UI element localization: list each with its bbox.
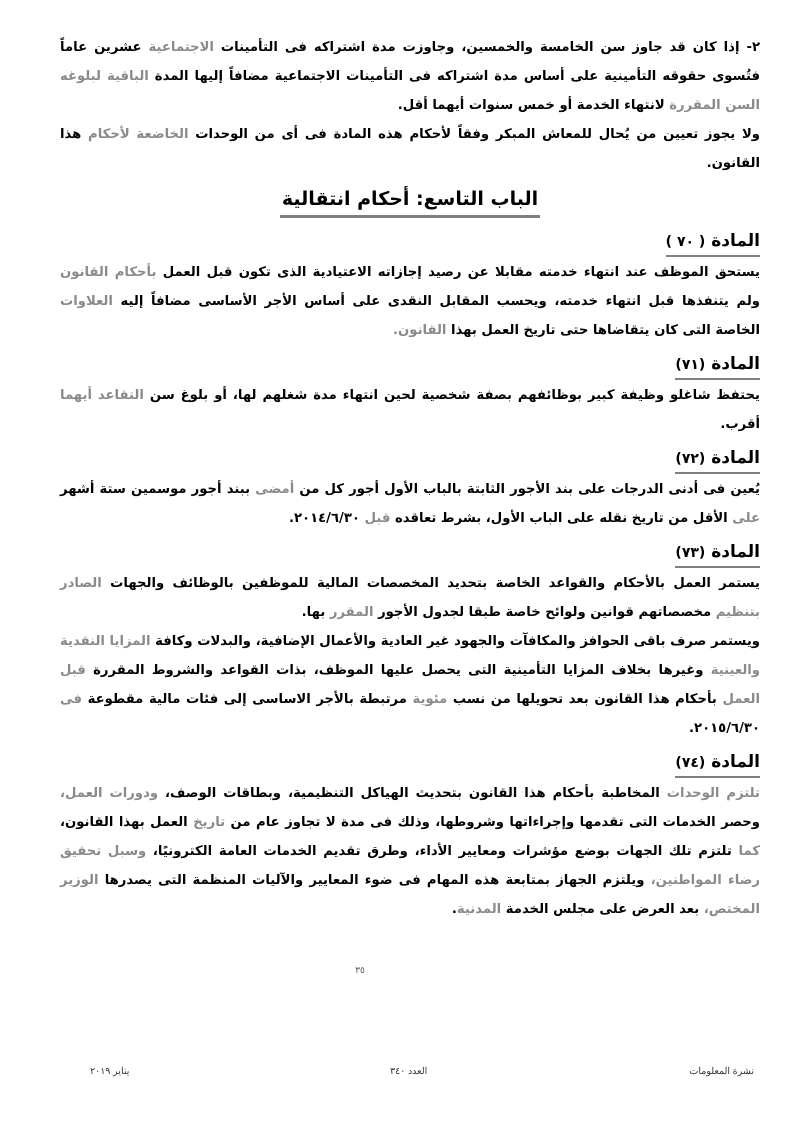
text-run: بعد العرض على مجلس الخدمة [501,902,704,917]
text-run: تلتزم الوحدات [666,786,760,801]
footer-date: يناير ٢٠١٩ [90,1066,130,1077]
text-run: الأقل من تاريخ نقله على الباب الأول، بشرط تعاقده [390,511,733,526]
text-run: ببند أجور موسمين ستة أشهر [60,482,256,497]
text-run: . [451,902,457,917]
text-run: بأحكام القانون [60,265,157,280]
article-label: المادة [711,542,760,562]
text-run: التقاعد أيهما [60,388,144,403]
footer-publication: نشرة المعلومات [689,1066,754,1077]
text-run: ويستمر صرف باقى الحوافز والمكافآت والجهود غير العادية والأعمال الإضافية، والبدلات وكافة [150,634,760,649]
article-paragraph [60,779,760,924]
article-heading [675,539,760,568]
text-run: يستمر العمل بالأحكام والقواعد الخاصة بتحديد المخصصات المالية للموظفين بالوظائف والجهات [101,576,760,591]
article-number: ( ٧٠ ) [665,234,706,250]
text-run: الصادر بتنظيم [60,576,760,620]
page-footer [90,1066,754,1082]
text-run: قبل العمل [60,663,760,707]
article-label: المادة [711,231,760,251]
text-run: مخصصاتهم قوانين ولوائح خاصة طبقا لجدول الأجور [373,605,716,620]
text-run: الاجتماعية [148,40,214,55]
article-71 [60,345,760,439]
text-run: الخاصة التى كان يتقاضاها حتى تاريخ العمل بهذا [446,323,760,338]
text-run: يستحق الموظف عند انتهاء خدمته مقابلا عن رصيد إجازاته الاعتيادية الذى تكون قبل العمل [156,265,760,280]
text-run: الباقية لبلوغه السن المقررة [60,69,760,113]
text-run: العلاوات [60,294,113,309]
article-73 [60,533,760,743]
text-run: ٢٠١٥/٦/٣٠. [689,721,760,736]
article-heading [675,351,760,380]
article-number: (٧٤) [675,755,706,771]
text-run: الخاضعة لأحكام [88,127,189,142]
text-run: المزايا النقدية والعينية [60,634,760,678]
article-paragraph [60,627,760,743]
text-run: ٢- إذا كان قد جاوز سن الخامسة والخمسين، وجاوزت مدة اشتراكه فى التأمينات [213,40,760,55]
text-run: العمل بهذا القانون، [60,815,194,830]
article-74 [60,743,760,924]
article-heading [675,445,760,474]
footer-issue: العدد ٣٤٠ [390,1066,428,1077]
article-72 [60,439,760,533]
document-page [60,0,760,1123]
chapter-title-wrap [60,184,760,218]
text-run: وحصر الخدمات التى تقدمها وإجراءاتها وشروطها، وذلك فى مدة لا تجاوز عام من [225,815,761,830]
text-run: ولم يتنفذها قبل انتهاء خدمته، ويحسب المقابل النقدى على أساس الأجر الأساسى مضافاً إليه [112,294,760,309]
text-run: يحتفظ شاغلو وظيفة كبير بوظائفهم بصفة شخصية لحين انتهاء مدة شغلهم لها، أو بلوغ سن [143,388,760,403]
article-paragraph [60,569,760,627]
text-run: على [732,511,760,526]
article-paragraph [60,475,760,533]
article-paragraph [60,258,760,345]
article-paragraph [60,381,760,439]
text-run: هذا القانون. [60,127,760,171]
text-run: لانتهاء الخدمة أو خمس سنوات أيهما أقل. [397,98,670,113]
text-run: القانون. [393,323,447,338]
article-label: المادة [711,354,760,374]
article-label: المادة [711,752,760,772]
page-number: ٣٥ [355,966,365,976]
article-number: (٧٣) [675,545,706,561]
text-run: وغيرها بخلاف المزايا التأمينية التى يحصل عليها الموظف، بذات القواعد والشروط المقررة [85,663,711,678]
text-run: ودورات العمل، [60,786,159,801]
text-run: المقرر [329,605,374,620]
text-run: ويلتزم الجهاز بمتابعة هذه المهام فى ضوء المعايير والآليات المنظمة التى يصدرها [98,873,651,888]
text-run: أقرب. [720,417,760,432]
text-run: عشرين عاماً فتُسوى حقوقه التأمينية على أساس مدة اشتراكه فى التأمينات الاجتماعية مضافاً إليها المدة [60,40,760,84]
text-run: المخاطبة بأحكام هذا القانون بتحديث الهياكل التنظيمية، وبطاقات الوصف، [158,786,667,801]
text-run: تاريخ [193,815,226,830]
text-run: المدنية [456,902,502,917]
article-heading [675,749,760,778]
text-run: بأحكام هذا القانون بعد تحويلها من نسب [447,692,723,707]
text-run: تلتزم تلك الجهات بوضع مؤشرات ومعايير الأداء، وطرق تقديم الخدمات العامة الكترونيًا، [146,844,739,859]
text-run: مرتبطة بالأجر الاساسى إلى فئات مالية مقطوعة [81,692,413,707]
text-run: الوزير المختص، [60,873,760,917]
text-run: يُعين فى أدنى الدرجات على بند الأجور الثابتة بالباب الأول أجور كل من [294,482,760,497]
article-number: (٧٢) [675,451,706,467]
chapter-title: الباب التاسع: أحكام انتقالية [280,184,540,218]
text-run: بها. [301,605,330,620]
text-run: كما [738,844,760,859]
article-label: المادة [711,448,760,468]
text-run: وسبل تحقيق رضاء المواطنين، [60,844,760,888]
text-run: مئوية [412,692,448,707]
text-run: ٢٠١٤/٦/٣٠. [288,511,365,526]
article-70 [60,222,760,345]
text-run: فى [60,692,82,707]
text-run: ولا يجوز تعيين من يُحال للمعاش المبكر وفقاً لأحكام هذه المادة فى أى من الوحدات [188,127,760,142]
intro-item-2 [60,33,760,120]
article-number: (٧١) [675,357,706,373]
intro-no-appointment [60,120,760,178]
article-heading [666,228,760,257]
text-run: قبل [364,511,391,526]
text-run: أمضى [255,482,295,497]
